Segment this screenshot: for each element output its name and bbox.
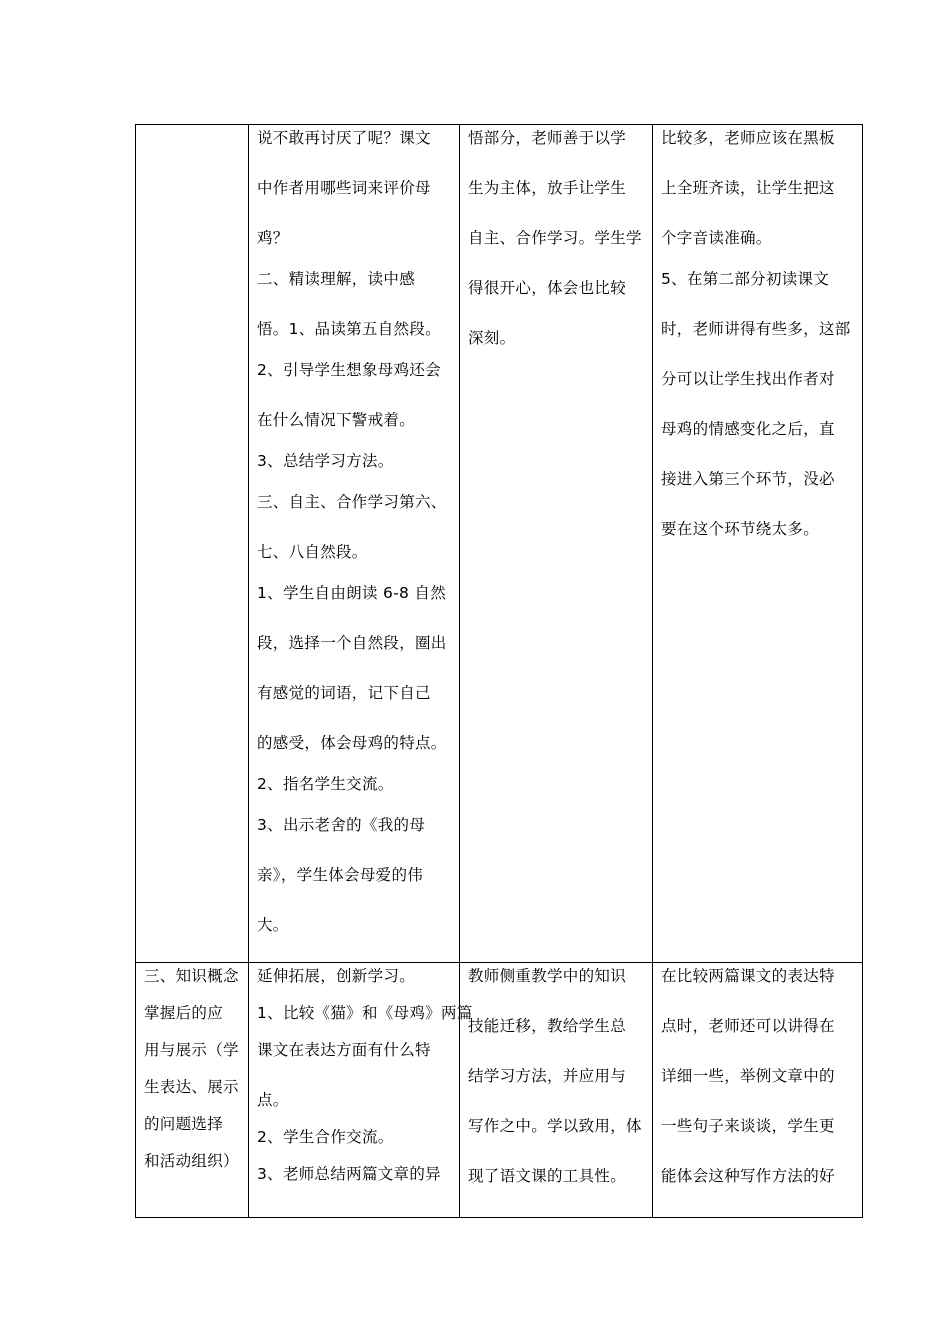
teaching-process-cell bbox=[249, 963, 473, 1218]
suggestions-cell bbox=[653, 125, 863, 963]
text-line: 七、八自然段。 bbox=[257, 543, 368, 561]
text-line: 2、指名学生交流。 bbox=[257, 775, 394, 793]
suggestions-cell bbox=[653, 963, 863, 1218]
text-line: 个字音读准确。 bbox=[661, 229, 772, 247]
text-line: 得很开心，体会也比较 bbox=[468, 279, 627, 297]
text-line: 2、学生合作交流。 bbox=[257, 1128, 394, 1146]
text-line: 5、在第二部分初读课文 bbox=[661, 270, 830, 288]
text-line: 结学习方法，并应用与 bbox=[468, 1067, 627, 1085]
text-line: 一些句子来谈谈，学生更 bbox=[661, 1117, 835, 1135]
text-line: 生为主体，放手让学生 bbox=[468, 179, 627, 197]
text-line: 在什么情况下警戒着。 bbox=[257, 411, 416, 429]
text-line: 时，老师讲得有些多，这部 bbox=[661, 320, 851, 338]
lesson-evaluation-table bbox=[135, 124, 863, 1218]
text-line: 接进入第三个环节，没必 bbox=[661, 470, 835, 488]
text-line: 三、自主、合作学习第六、 bbox=[257, 493, 447, 511]
text-line: 深刻。 bbox=[468, 329, 516, 347]
teaching-process-cell bbox=[249, 125, 460, 963]
text-line: 鸡？ bbox=[257, 229, 289, 247]
text-line: 能体会这种写作方法的好 bbox=[661, 1167, 835, 1185]
table-row bbox=[136, 125, 863, 963]
text-line: 要在这个环节绕太多。 bbox=[661, 520, 820, 538]
text-line: 技能迁移，教给学生总 bbox=[468, 1017, 627, 1035]
text-line: 写作之中。学以致用，体 bbox=[468, 1117, 642, 1135]
text-line: 大。 bbox=[257, 916, 289, 934]
text-line: 1、学生自由朗读 6-8 自然 bbox=[257, 584, 447, 602]
text-line: 掌握后的应 bbox=[144, 1004, 224, 1022]
text-line: 三、知识概念 bbox=[144, 967, 239, 985]
text-line: 段，选择一个自然段，圈出 bbox=[257, 634, 447, 652]
text-line: 有感觉的词语，记下自己 bbox=[257, 684, 431, 702]
text-line: 自主、合作学习。学生学 bbox=[468, 229, 642, 247]
text-line: 1、比较《猫》和《母鸡》两篇 bbox=[257, 1004, 473, 1022]
text-line: 用与展示（学 bbox=[144, 1041, 239, 1059]
text-line: 二、精读理解，读中感 bbox=[257, 270, 416, 288]
stage-cell bbox=[136, 125, 249, 963]
stage-cell bbox=[136, 963, 249, 1218]
text-line: 分可以让学生找出作者对 bbox=[661, 370, 835, 388]
text-line: 点。 bbox=[257, 1091, 289, 1109]
text-line: 3、老师总结两篇文章的异 bbox=[257, 1165, 441, 1183]
text-line: 的问题选择 bbox=[144, 1115, 224, 1133]
text-line: 课文在表达方面有什么特 bbox=[257, 1041, 431, 1059]
text-line: 2、引导学生想象母鸡还会 bbox=[257, 361, 441, 379]
text-line: 悟部分，老师善于以学 bbox=[468, 129, 627, 147]
text-line: 母鸡的情感变化之后，直 bbox=[661, 420, 835, 438]
text-line: 的感受，体会母鸡的特点。 bbox=[257, 734, 447, 752]
text-line: 和活动组织） bbox=[144, 1152, 239, 1170]
text-line: 延伸拓展，创新学习。 bbox=[257, 967, 416, 985]
text-line: 比较多，老师应该在黑板 bbox=[661, 129, 835, 147]
text-line: 3、出示老舍的《我的母 bbox=[257, 816, 426, 834]
text-line: 详细一些，举例文章中的 bbox=[661, 1067, 835, 1085]
text-line: 说不敢再讨厌了呢？课文 bbox=[257, 129, 431, 147]
text-line: 在比较两篇课文的表达特 bbox=[661, 967, 835, 985]
text-line: 亲》，学生体会母爱的伟 bbox=[257, 866, 424, 884]
text-line: 现了语文课的工具性。 bbox=[468, 1167, 627, 1185]
text-line: 生表达、展示 bbox=[144, 1078, 239, 1096]
text-line: 教师侧重教学中的知识 bbox=[468, 967, 627, 985]
highlights-cell bbox=[460, 963, 653, 1218]
text-line: 上全班齐读，让学生把这 bbox=[661, 179, 835, 197]
text-line: 悟。1、品读第五自然段。 bbox=[257, 320, 441, 338]
text-line: 3、总结学习方法。 bbox=[257, 452, 394, 470]
text-line: 中作者用哪些词来评价母 bbox=[257, 179, 431, 197]
text-line: 点时，老师还可以讲得在 bbox=[661, 1017, 835, 1035]
table-row bbox=[136, 963, 863, 1218]
highlights-cell bbox=[460, 125, 653, 963]
